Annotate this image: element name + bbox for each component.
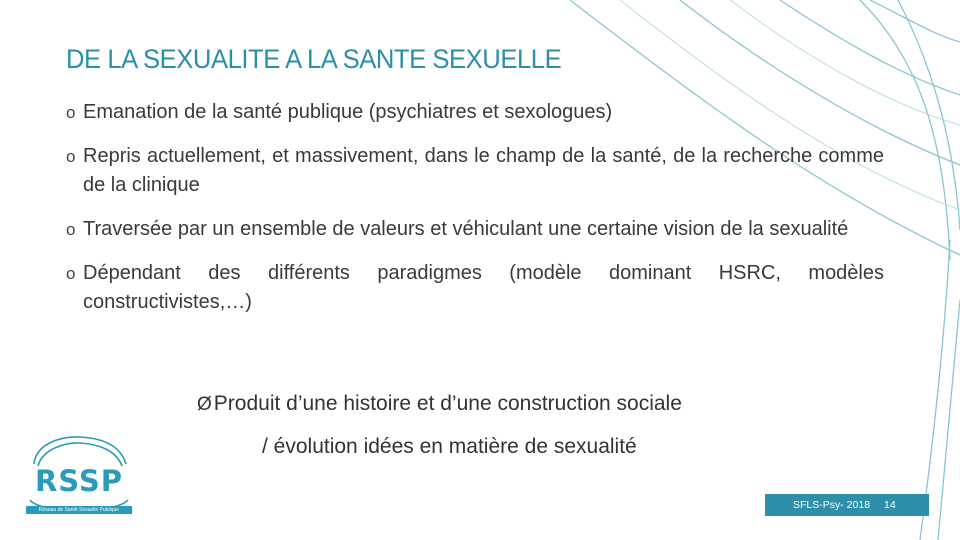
logo-text: RSSP: [34, 464, 124, 498]
bullet-list: [66, 98, 884, 332]
page-number: 14: [884, 499, 896, 511]
bullet-item: [66, 259, 884, 317]
slide-title: DE LA SEXUALITE A LA SANTE SEXUELLE: [66, 44, 562, 74]
bullet-marker: o: [66, 103, 76, 122]
bullet-text: Emanation de la santé publique (psychiatres et sexologues): [83, 101, 613, 123]
bullet-marker: o: [66, 220, 76, 239]
footer-text: SFLS-Psy- 2018: [793, 499, 871, 511]
bullet-marker: o: [66, 147, 76, 166]
logo-subtitle: Réseau de Santé Sexuelle Publique: [26, 506, 132, 514]
bullet-text: Repris actuellement, et massivement, dans le champ de la santé, de la recherche comme de la clinique: [83, 145, 884, 196]
bullet-item: [66, 98, 884, 127]
conclusion-text: Produit d’une histoire et d’une construction sociale: [213, 392, 682, 415]
footer-bar: [765, 494, 929, 516]
conclusion-line-1: [197, 389, 837, 420]
arrow-bullet-icon: Ø: [197, 394, 212, 415]
conclusion-line-2: / évolution idées en matière de sexualité: [262, 435, 637, 458]
bullet-item: [66, 142, 884, 200]
bullet-text: Traversée par un ensemble de valeurs et véhiculant une certaine vision de la sexualité: [83, 218, 849, 240]
bullet-item: [66, 215, 884, 244]
bullet-text: Dépendant des différents paradigmes (modèle dominant HSRC, modèles constructivistes,…): [83, 262, 884, 313]
bullet-marker: o: [66, 264, 76, 283]
rssp-logo: [20, 434, 138, 518]
